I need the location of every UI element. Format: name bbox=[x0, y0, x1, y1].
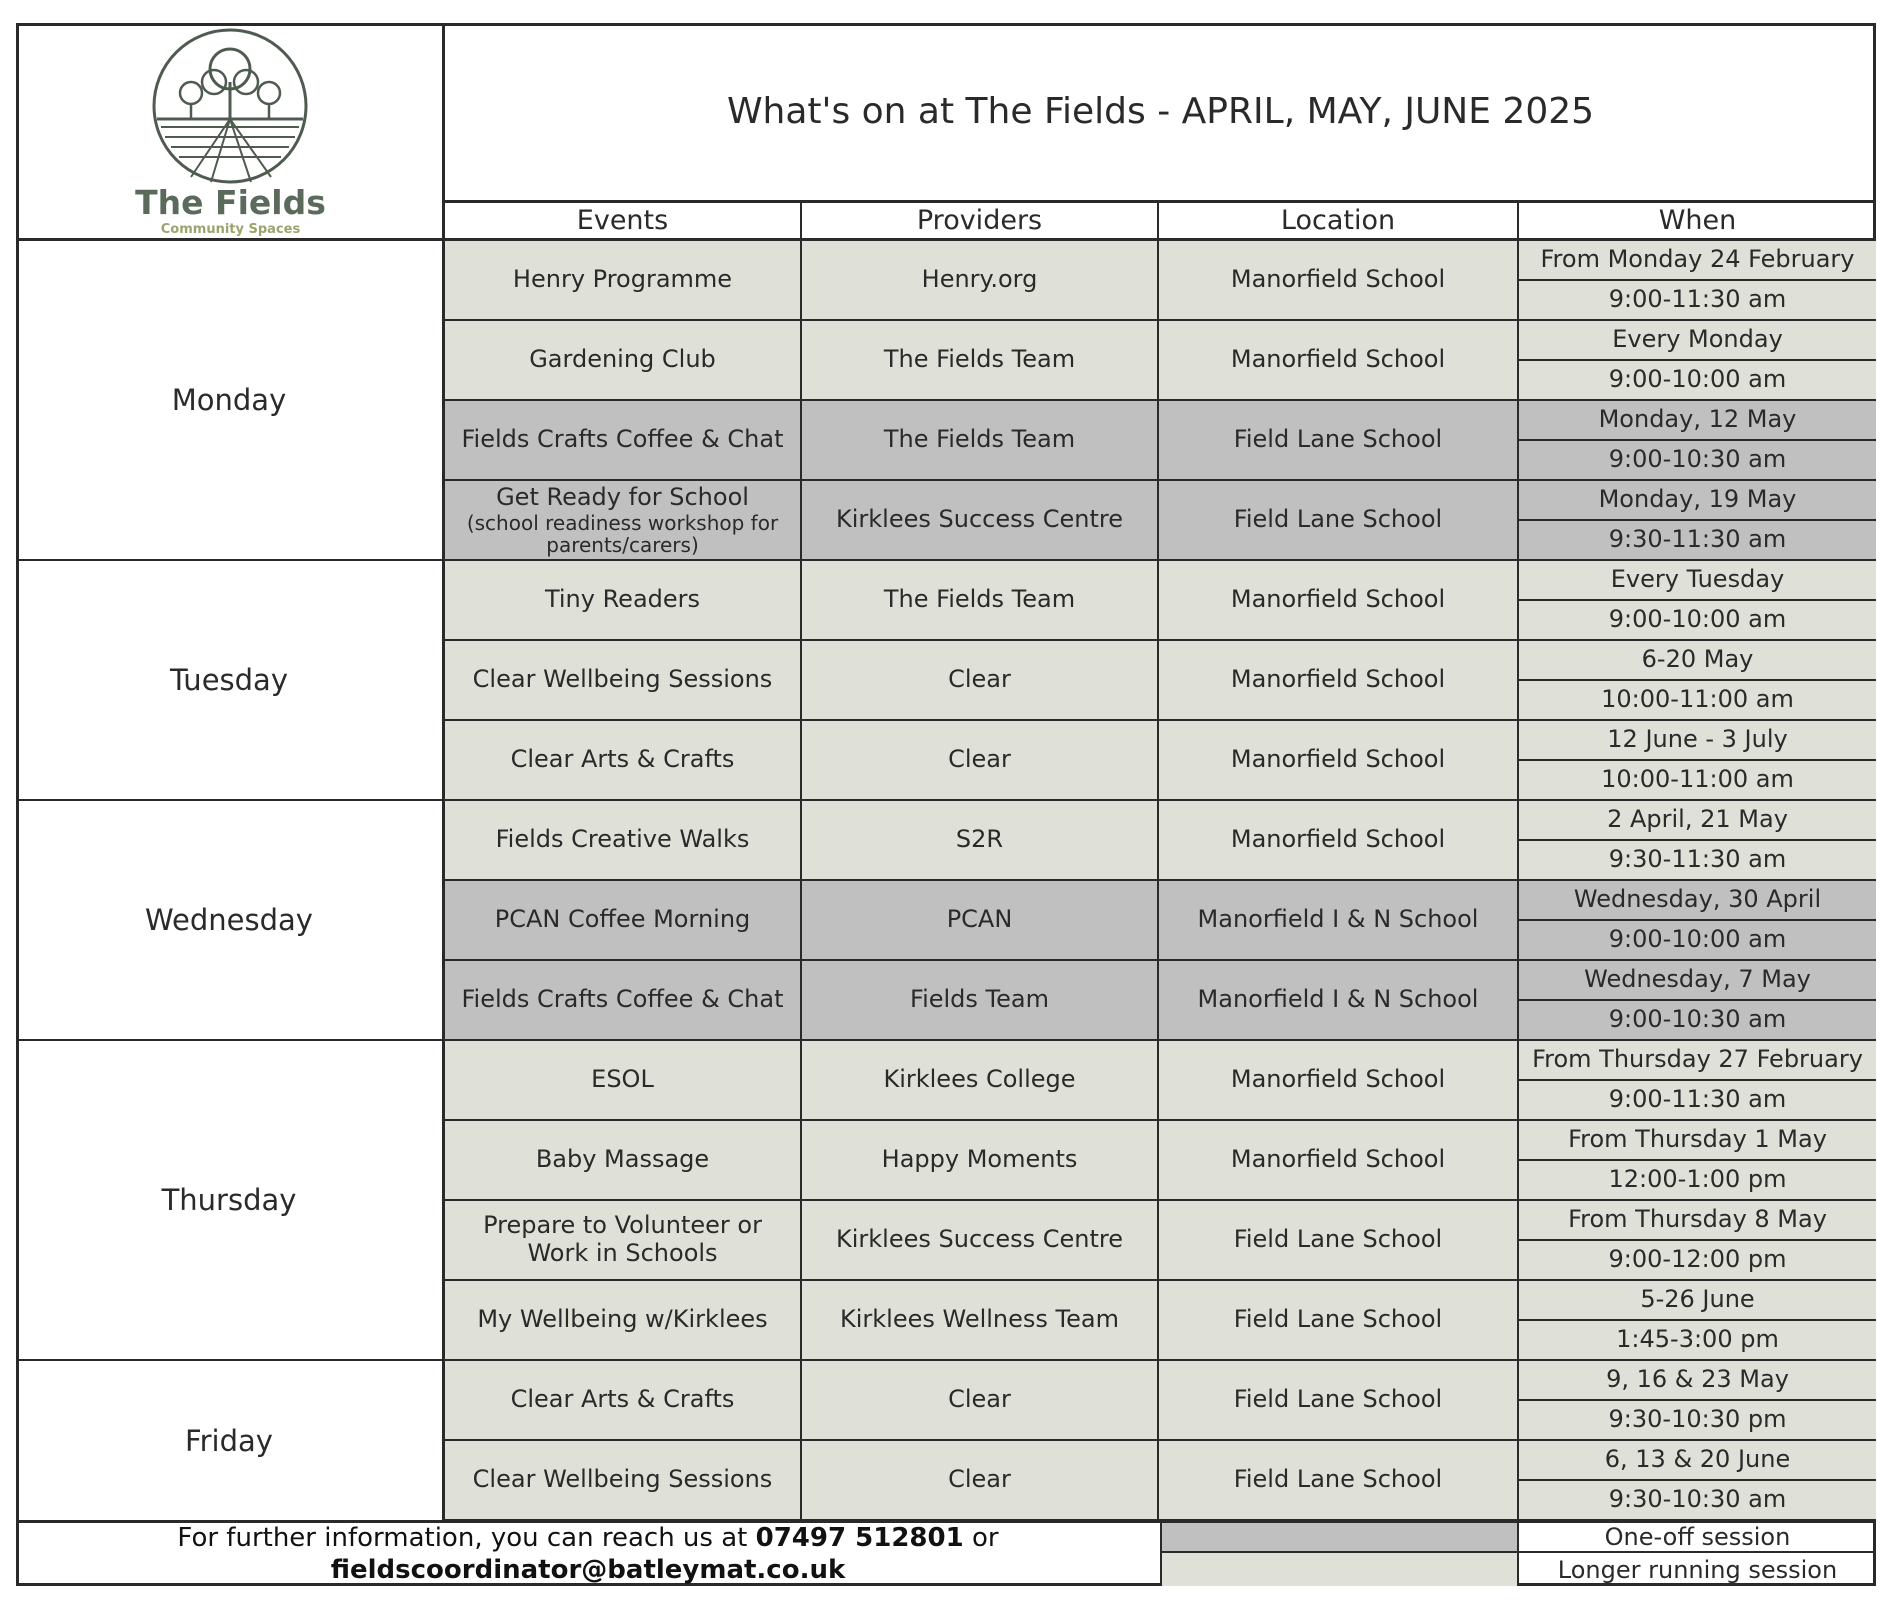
contact-info bbox=[16, 1520, 1162, 1586]
provider-cell bbox=[802, 721, 1159, 801]
location-cell bbox=[1159, 641, 1519, 721]
event-cell bbox=[445, 1201, 802, 1281]
event-cell-text: Clear Arts & Crafts bbox=[510, 1385, 735, 1414]
event-cell-text: Get Ready for School bbox=[496, 483, 749, 512]
location-cell bbox=[1159, 401, 1519, 481]
tree-logo-icon bbox=[151, 27, 309, 185]
when-time-cell: 12:00-1:00 pm bbox=[1519, 1161, 1876, 1201]
provider-cell-text: Kirklees Wellness Team bbox=[840, 1305, 1119, 1334]
provider-cell bbox=[802, 1121, 1159, 1201]
location-cell bbox=[1159, 561, 1519, 641]
when-time-cell: 9:30-10:30 pm bbox=[1519, 1401, 1876, 1441]
provider-cell-text: Kirklees College bbox=[883, 1065, 1076, 1094]
provider-cell-text: S2R bbox=[955, 825, 1004, 854]
logo-name: The Fields bbox=[135, 183, 326, 222]
provider-cell bbox=[802, 1361, 1159, 1441]
provider-cell-text: Happy Moments bbox=[881, 1145, 1078, 1174]
legend-swatch-longer bbox=[1162, 1553, 1519, 1586]
event-cell bbox=[445, 401, 802, 481]
when-time-cell: 9:00-11:30 am bbox=[1519, 1081, 1876, 1121]
page-title: What's on at The Fields - APRIL, MAY, JUNE 2025 bbox=[445, 23, 1876, 203]
legend-one-off: One-off session bbox=[1519, 1520, 1876, 1553]
provider-cell-text: The Fields Team bbox=[883, 585, 1076, 614]
location-cell-text: Field Lane School bbox=[1233, 1305, 1443, 1334]
event-cell bbox=[445, 481, 802, 561]
contact-phone[interactable]: 07497 512801 bbox=[755, 1523, 964, 1554]
event-cell-text: Tiny Readers bbox=[544, 585, 701, 614]
event-cell-text: Prepare to Volunteer or Work in Schools bbox=[483, 1211, 762, 1267]
when-date-cell: Monday, 12 May bbox=[1519, 401, 1876, 441]
provider-cell-text: Clear bbox=[948, 1385, 1011, 1414]
provider-cell-text: The Fields Team bbox=[883, 425, 1076, 454]
when-date-cell: From Thursday 27 February bbox=[1519, 1041, 1876, 1081]
when-time-cell: 9:00-10:30 am bbox=[1519, 441, 1876, 481]
provider-cell-text: Clear bbox=[948, 665, 1011, 694]
contact-suffix: or bbox=[971, 1523, 999, 1554]
contact-line bbox=[177, 1523, 998, 1554]
day-tuesday: Tuesday bbox=[16, 561, 445, 801]
when-time-cell: 9:00-10:00 am bbox=[1519, 921, 1876, 961]
location-cell bbox=[1159, 1361, 1519, 1441]
provider-cell bbox=[802, 321, 1159, 401]
location-cell bbox=[1159, 1441, 1519, 1521]
provider-cell bbox=[802, 801, 1159, 881]
when-date-cell: Every Monday bbox=[1519, 321, 1876, 361]
provider-cell-text: Clear bbox=[948, 745, 1011, 774]
when-date-cell: Wednesday, 30 April bbox=[1519, 881, 1876, 921]
location-cell-text: Manorfield School bbox=[1230, 665, 1446, 694]
when-time-cell: 9:00-10:00 am bbox=[1519, 601, 1876, 641]
event-cell bbox=[445, 1281, 802, 1361]
legend-swatch-one-off bbox=[1162, 1520, 1519, 1553]
when-time-cell: 1:45-3:00 pm bbox=[1519, 1321, 1876, 1361]
event-cell bbox=[445, 1361, 802, 1441]
location-cell-text: Manorfield School bbox=[1230, 825, 1446, 854]
event-subtext: (school readiness workshop for parents/carers) bbox=[466, 510, 779, 557]
provider-cell bbox=[802, 1041, 1159, 1121]
when-time-cell: 9:30-10:30 am bbox=[1519, 1481, 1876, 1521]
provider-cell bbox=[802, 241, 1159, 321]
location-cell-text: Field Lane School bbox=[1233, 1225, 1443, 1254]
location-cell-text: Manorfield School bbox=[1230, 585, 1446, 614]
day-friday: Friday bbox=[16, 1361, 445, 1520]
location-cell-text: Manorfield School bbox=[1230, 745, 1446, 774]
when-date-cell: 9, 16 & 23 May bbox=[1519, 1361, 1876, 1401]
location-cell bbox=[1159, 881, 1519, 961]
location-cell-text: Manorfield I & N School bbox=[1197, 905, 1479, 934]
event-cell-text: Fields Crafts Coffee & Chat bbox=[461, 425, 784, 454]
when-date-cell: Every Tuesday bbox=[1519, 561, 1876, 601]
event-cell-text: ESOL bbox=[591, 1065, 654, 1094]
contact-email[interactable]: fieldscoordinator@batleymat.co.uk bbox=[330, 1554, 846, 1585]
location-cell-text: Field Lane School bbox=[1233, 1465, 1443, 1494]
contact-prefix: For further information, you can reach us at bbox=[177, 1523, 748, 1554]
event-cell bbox=[445, 641, 802, 721]
event-cell-text: Baby Massage bbox=[535, 1145, 710, 1174]
when-time-cell: 9:00-10:00 am bbox=[1519, 361, 1876, 401]
event-cell bbox=[445, 321, 802, 401]
when-time-cell: 10:00-11:00 am bbox=[1519, 761, 1876, 801]
location-cell bbox=[1159, 1281, 1519, 1361]
logo-cell bbox=[16, 23, 445, 241]
when-date-cell: From Thursday 1 May bbox=[1519, 1121, 1876, 1161]
provider-cell-text: Clear bbox=[948, 1465, 1011, 1494]
provider-cell bbox=[802, 1201, 1159, 1281]
when-date-cell: 6, 13 & 20 June bbox=[1519, 1441, 1876, 1481]
event-cell bbox=[445, 801, 802, 881]
when-date-cell: 12 June - 3 July bbox=[1519, 721, 1876, 761]
location-cell bbox=[1159, 721, 1519, 801]
event-cell-text: Fields Creative Walks bbox=[495, 825, 750, 854]
event-cell-text: Clear Arts & Crafts bbox=[510, 745, 735, 774]
when-date-cell: 6-20 May bbox=[1519, 641, 1876, 681]
provider-cell-text: Kirklees Success Centre bbox=[836, 505, 1123, 534]
when-date-cell: Wednesday, 7 May bbox=[1519, 961, 1876, 1001]
provider-cell bbox=[802, 481, 1159, 561]
when-time-cell: 9:00-11:30 am bbox=[1519, 281, 1876, 321]
header-when: When bbox=[1519, 203, 1876, 241]
day-wednesday: Wednesday bbox=[16, 801, 445, 1041]
when-time-cell: 9:00-12:00 pm bbox=[1519, 1241, 1876, 1281]
header-events: Events bbox=[445, 203, 802, 241]
event-cell-text: Gardening Club bbox=[529, 345, 716, 374]
location-cell bbox=[1159, 321, 1519, 401]
provider-cell-text: Henry.org bbox=[921, 265, 1038, 294]
event-cell bbox=[445, 721, 802, 801]
header-location: Location bbox=[1159, 203, 1519, 241]
event-cell-text: Clear Wellbeing Sessions bbox=[472, 1465, 773, 1494]
event-cell bbox=[445, 1041, 802, 1121]
location-cell-text: Field Lane School bbox=[1233, 425, 1443, 454]
location-cell bbox=[1159, 1041, 1519, 1121]
provider-cell bbox=[802, 961, 1159, 1041]
location-cell-text: Field Lane School bbox=[1233, 505, 1443, 534]
location-cell-text: Manorfield School bbox=[1230, 345, 1446, 374]
event-cell-text: Clear Wellbeing Sessions bbox=[472, 665, 773, 694]
event-cell bbox=[445, 1121, 802, 1201]
legend-longer: Longer running session bbox=[1557, 1555, 1838, 1584]
provider-cell bbox=[802, 1281, 1159, 1361]
event-cell bbox=[445, 1441, 802, 1521]
when-time-cell: 9:30-11:30 am bbox=[1519, 521, 1876, 561]
provider-cell-text: Fields Team bbox=[910, 985, 1049, 1014]
provider-cell bbox=[802, 641, 1159, 721]
location-cell-text: Manorfield I & N School bbox=[1197, 985, 1479, 1014]
provider-cell bbox=[802, 1441, 1159, 1521]
day-monday: Monday bbox=[16, 241, 445, 561]
location-cell bbox=[1159, 1201, 1519, 1281]
provider-cell-text: Kirklees Success Centre bbox=[836, 1225, 1123, 1254]
event-cell bbox=[445, 961, 802, 1041]
event-cell-text: Fields Crafts Coffee & Chat bbox=[461, 985, 784, 1014]
when-time-cell: 10:00-11:00 am bbox=[1519, 681, 1876, 721]
location-cell bbox=[1159, 481, 1519, 561]
location-cell-text: Manorfield School bbox=[1230, 265, 1446, 294]
provider-cell-text: The Fields Team bbox=[883, 345, 1076, 374]
provider-cell-text: PCAN bbox=[946, 905, 1013, 934]
when-date-cell: From Thursday 8 May bbox=[1519, 1201, 1876, 1241]
event-cell-text: Henry Programme bbox=[512, 265, 733, 294]
event-cell-text: My Wellbeing w/Kirklees bbox=[477, 1305, 768, 1334]
event-cell bbox=[445, 241, 802, 321]
location-cell bbox=[1159, 1121, 1519, 1201]
location-cell bbox=[1159, 961, 1519, 1041]
location-cell-text: Manorfield School bbox=[1230, 1065, 1446, 1094]
when-time-cell: 9:30-11:30 am bbox=[1519, 841, 1876, 881]
provider-cell bbox=[802, 881, 1159, 961]
location-cell bbox=[1159, 241, 1519, 321]
logo-subtitle: Community Spaces bbox=[160, 222, 301, 237]
when-date-cell: Monday, 19 May bbox=[1519, 481, 1876, 521]
header-providers: Providers bbox=[802, 203, 1159, 241]
location-cell-text: Field Lane School bbox=[1233, 1385, 1443, 1414]
provider-cell bbox=[802, 401, 1159, 481]
location-cell-text: Manorfield School bbox=[1230, 1145, 1446, 1174]
event-cell-text: PCAN Coffee Morning bbox=[494, 905, 751, 934]
provider-cell bbox=[802, 561, 1159, 641]
when-time-cell: 9:00-10:30 am bbox=[1519, 1001, 1876, 1041]
when-date-cell: 5-26 June bbox=[1519, 1281, 1876, 1321]
event-cell bbox=[445, 561, 802, 641]
location-cell bbox=[1159, 801, 1519, 881]
day-thursday: Thursday bbox=[16, 1041, 445, 1361]
when-date-cell: 2 April, 21 May bbox=[1519, 801, 1876, 841]
when-date-cell: From Monday 24 February bbox=[1519, 241, 1876, 281]
event-cell bbox=[445, 881, 802, 961]
